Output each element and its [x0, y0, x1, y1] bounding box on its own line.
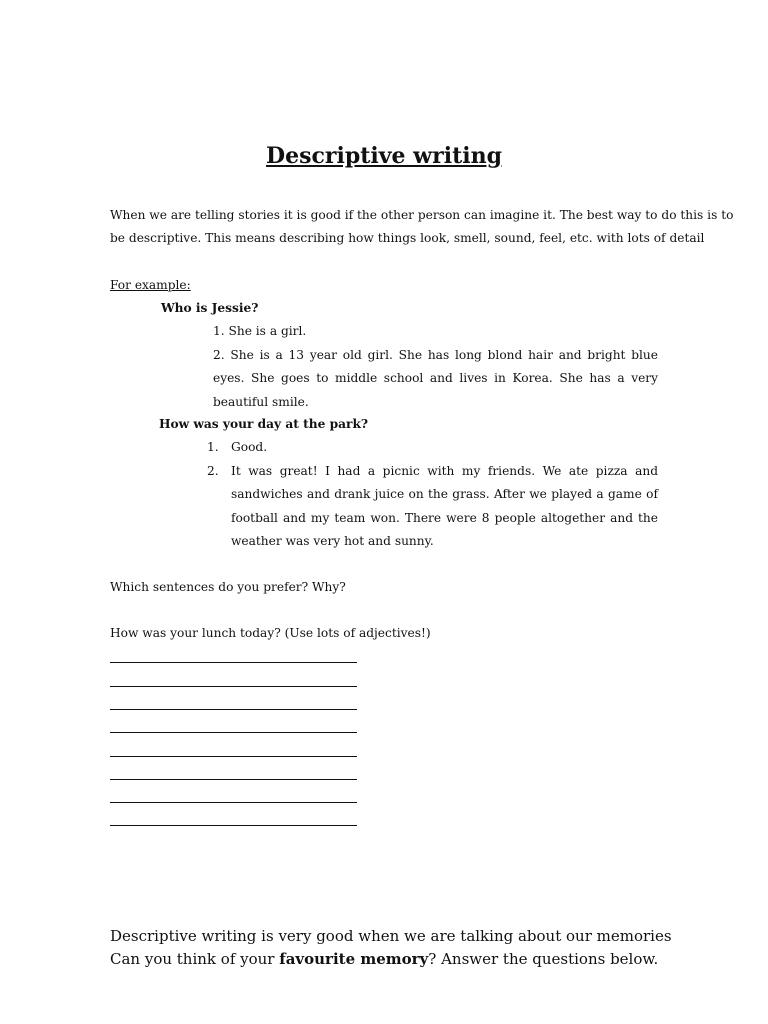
example1-answer-2: 2. She is a 13 year old girl. She has long blond hair and bright blue eyes. She goes to middle school and lives in Korea. She has a very beautiful smile. — [213, 348, 658, 409]
example2-answer-1: Good. — [231, 440, 268, 454]
lunch-question: How was your lunch today? (Use lots of adjectives!) — [110, 626, 431, 640]
memories-line-1: Descriptive writing is very good when we are talking about our memories — [110, 927, 672, 945]
example2-answer-2-number: 2. — [207, 464, 219, 478]
example-label: For example: — [110, 278, 191, 292]
prefer-question: Which sentences do you prefer? Why? — [110, 580, 346, 594]
page-title: Descriptive writing — [266, 143, 502, 169]
answer-line[interactable] — [110, 802, 357, 803]
answer-line[interactable] — [110, 779, 357, 780]
example1-answer-1: 1. She is a girl. — [213, 324, 307, 338]
example2-answer-1-number: 1. — [207, 440, 219, 454]
answer-line[interactable] — [110, 709, 357, 710]
answer-line[interactable] — [110, 756, 357, 757]
favourite-memory-emphasis: favourite memory — [279, 950, 429, 968]
memories-line-2-end: ? Answer the questions below. — [428, 950, 659, 968]
example2-answer-2: It was great! I had a picnic with my friends. We ate pizza and sandwiches and drank juice on the grass. After we played a game of football and my team won. There were 8 people altogether and the weather was very hot and sunny. — [231, 464, 658, 548]
example1-question: Who is Jessie? — [161, 301, 259, 315]
example2-question: How was your day at the park? — [159, 417, 369, 431]
answer-line[interactable] — [110, 732, 357, 733]
intro-line-2: be descriptive. This means describing how things look, smell, sound, feel, etc. with lots of detail — [110, 231, 705, 245]
memories-line-2-start: Can you think of your — [110, 950, 280, 968]
intro-line-1: When we are telling stories it is good if the other person can imagine it. The best way to do this is to — [110, 208, 734, 222]
answer-line[interactable] — [110, 825, 357, 826]
answer-line[interactable] — [110, 662, 357, 663]
answer-line[interactable] — [110, 686, 357, 687]
memories-line-2 — [110, 948, 658, 971]
